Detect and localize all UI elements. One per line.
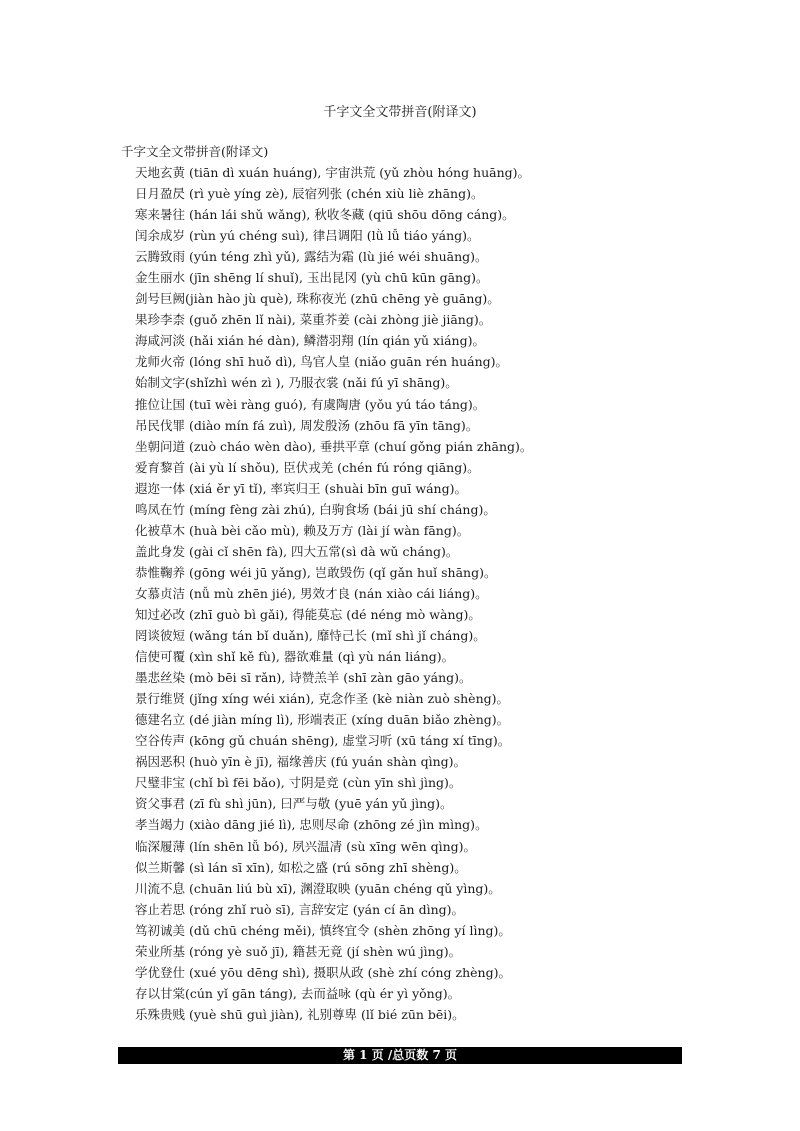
text-line: 景行维贤 (jǐng xíng wéi xián), 克念作圣 (kè niàn zuò shèng)。 xyxy=(135,691,510,707)
text-line: 始制文字(shǐzhì wén zì ), 乃服衣裳 (nǎi fú yī shāng)。 xyxy=(135,375,458,391)
text-line: 祸因恶积 (huò yīn è jī), 福缘善庆 (fú yuán shàn qìng)。 xyxy=(135,754,467,770)
text-line: 寒来暑往 (hán lái shǔ wǎng), 秋收冬藏 (qiū shōu dōng cáng)。 xyxy=(135,207,515,223)
text-line: 果珍李柰 (guǒ zhēn lǐ nài), 菜重芥姜 (cài zhòng jiè jiāng)。 xyxy=(135,312,492,328)
text-line: 遐迩一体 (xiá ěr yī tǐ), 率宾归王 (shuài bīn guī wáng)。 xyxy=(135,480,467,496)
text-line: 化被草木 (huà bèi cǎo mù), 赖及万方 (lài jí wàn fāng)。 xyxy=(135,522,470,538)
text-line: 乐殊贵贱 (yuè shū guì jiàn), 礼别尊卑 (lǐ bié zūn bēi)。 xyxy=(135,1006,465,1022)
text-line: 资父事君 (zī fù shì jūn), 曰严与敬 (yuē yán yǔ jìng)。 xyxy=(135,796,453,812)
text-line: 云腾致雨 (yún téng zhì yǔ), 露结为霜 (lù jié wéi shuāng)。 xyxy=(135,249,488,265)
text-line: 龙师火帝 (lóng shī huǒ dì), 鸟官人皇 (niǎo guān rén huáng)。 xyxy=(135,354,509,370)
text-line: 信使可覆 (xìn shǐ kě fù), 器欲难量 (qì yù nán liáng)。 xyxy=(135,649,455,665)
page-title: 千字文全文带拼音(附译文) xyxy=(323,105,477,120)
text-line: 尺璧非宝 (chǐ bì fēi bǎo), 寸阴是竞 (cùn yīn shì jìng)。 xyxy=(135,775,462,791)
text-line: 剑号巨阙(jiàn hào jù què), 珠称夜光 (zhū chēng yè guāng)。 xyxy=(135,291,500,307)
text-line: 似兰斯馨 (sì lán sī xīn), 如松之盛 (rú sōng zhī shèng)。 xyxy=(135,859,467,875)
text-line: 闰余成岁 (rùn yú chéng suì), 律吕调阳 (lǜ lǚ tiáo yáng)。 xyxy=(135,228,480,244)
text-line: 天地玄黄 (tiān dì xuán huáng), 宇宙洪荒 (yǔ zhòu hóng huāng)。 xyxy=(135,165,531,180)
text-line: 空谷传声 (kōng gǔ chuán shēng), 虚堂习听 (xū táng xí tīng)。 xyxy=(135,733,511,749)
text-line: 推位让国 (tuī wèi ràng guó), 有虞陶唐 (yǒu yú táo táng)。 xyxy=(135,396,486,412)
text-line: 坐朝问道 (zuò cháo wèn dào), 垂拱平章 (chuí gǒng pián zhāng)。 xyxy=(135,438,533,454)
text-line: 川流不息 (chuān liú bù xī), 渊澄取映 (yuān chéng qǔ yìng)。 xyxy=(135,880,501,896)
text-line: 罔谈彼短 (wǎng tán bǐ duǎn), 靡恃己长 (mǐ shì jǐ cháng)。 xyxy=(135,628,486,644)
text-line: 容止若思 (róng zhǐ ruò sī), 言辞安定 (yán cí ān dìng)。 xyxy=(135,901,465,917)
page-footer xyxy=(118,1047,682,1064)
text-line: 学优登仕 (xué yōu dēng shì), 摄职从政 (shè zhí cóng zhèng)。 xyxy=(135,964,511,980)
text-lines xyxy=(135,162,775,1025)
text-line: 知过必改 (zhī guò bì gǎi), 得能莫忘 (dé néng mò wàng)。 xyxy=(135,606,481,622)
text-line: 鸣凤在竹 (míng fèng zài zhú), 白驹食场 (bái jū shí cháng)。 xyxy=(135,501,496,517)
text-line: 金生丽水 (jīn shēng lí shuǐ), 玉出昆冈 (yù chū kūn gāng)。 xyxy=(135,270,489,286)
page-number-label: 第 1 页 /总页数 7 页 xyxy=(343,1048,457,1062)
text-line: 荣业所基 (róng yè suǒ jī), 籍甚无竟 (jí shèn wú jìng)。 xyxy=(135,943,462,959)
text-line: 吊民伐罪 (diào mín fá zuì), 周发殷汤 (zhōu fā yīn tāng)。 xyxy=(135,417,479,433)
text-line: 临深履薄 (lín shēn lǚ bó), 夙兴温凊 (sù xīng wēn qìng)。 xyxy=(135,838,477,854)
text-line: 存以甘棠(cún yǐ gān táng), 去而益咏 (qù ér yì yǒng)。 xyxy=(135,985,461,1001)
text-line: 爱育黎首 (ài yù lí shǒu), 臣伏戎羌 (chén fú róng qiāng)。 xyxy=(135,459,480,475)
text-line: 德建名立 (dé jiàn míng lì), 形端表正 (xíng duān biǎo zhèng)。 xyxy=(135,712,510,728)
text-line: 笃初诚美 (dǔ chū chéng měi), 慎终宜令 (shèn zhōng yí lìng)。 xyxy=(135,922,511,938)
text-line: 墨悲丝染 (mò bēi sī rǎn), 诗赞羔羊 (shī zàn gāo yáng)。 xyxy=(135,670,472,686)
text-line: 海咸河淡 (hǎi xián hé dàn), 鳞潜羽翔 (lín qián yǔ xiáng)。 xyxy=(135,333,485,349)
content-heading: 千字文全文带拼音(附译文) xyxy=(121,144,269,159)
text-line: 孝当竭力 (xiào dāng jié lì), 忠则尽命 (zhōng zé jìn mìng)。 xyxy=(135,817,488,833)
text-line: 恭惟鞠养 (gōng wéi jū yǎng), 岂敢毁伤 (qǐ gǎn huǐ shāng)。 xyxy=(135,564,497,580)
text-line: 日月盈昃 (rì yuè yíng zè), 辰宿列张 (chén xiù liè zhāng)。 xyxy=(135,186,484,202)
text-line: 盖此身发 (gài cǐ shēn fà), 四大五常(sì dà wǔ cháng)。 xyxy=(135,543,459,559)
text-line: 女慕贞洁 (nǚ mù zhēn jié), 男效才良 (nán xiào cái liáng)。 xyxy=(135,585,488,601)
